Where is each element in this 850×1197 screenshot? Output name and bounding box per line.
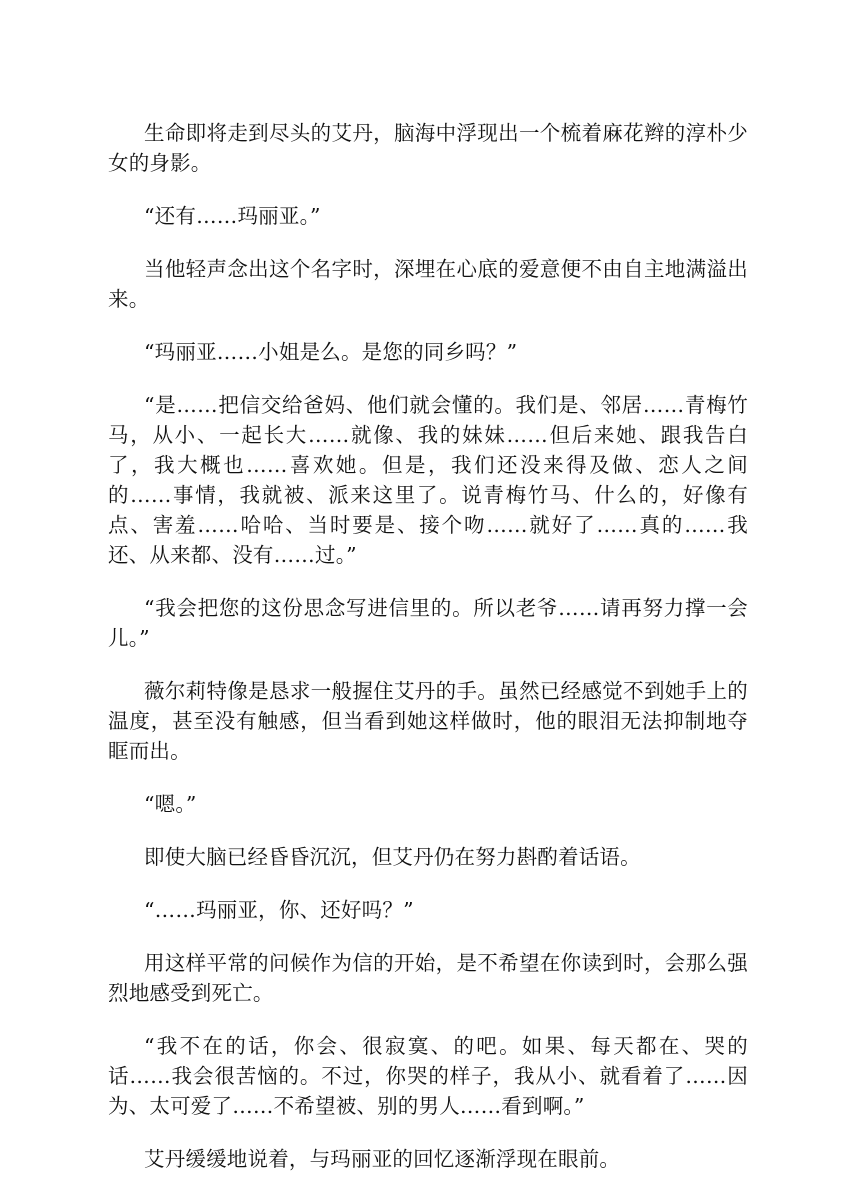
paragraph: 艾丹缓缓地说着，与玛丽亚的回忆逐渐浮现在眼前。 <box>144 1147 621 1171</box>
paragraph: 用这样平常的问候作为信的开始，是不希望在你读到时，会那么强烈地感受到死亡。 <box>108 951 748 1005</box>
paragraph: “还有……玛丽亚。” <box>144 204 321 228</box>
document-page <box>108 118 748 1197</box>
paragraph: “玛丽亚……小姐是么。是您的同乡吗？” <box>144 340 518 364</box>
paragraph: 生命即将走到尽头的艾丹，脑海中浮现出一个梳着麻花辫的淳朴少女的身影。 <box>108 121 748 175</box>
paragraph: “我会把您的这份思念写进信里的。所以老爷……请再努力撑一会儿。” <box>108 596 748 650</box>
paragraph: 即使大脑已经昏昏沉沉，但艾丹仍在努力斟酌着话语。 <box>144 845 641 869</box>
paragraph: 当他轻声念出这个名字时，深埋在心底的爱意便不由自主地满溢出来。 <box>108 257 748 311</box>
paragraph: “嗯。” <box>144 792 197 816</box>
paragraph: “是……把信交给爸妈、他们就会懂的。我们是、邻居……青梅竹马，从小、一起长大……就像、我的妹妹……但后来她、跟我告白了，我大概也……喜欢她。但是，我们还没来得及做、恋人之间的……事情，我就被、派来这里了。说青梅竹马、什么的，好像有点、害羞……哈哈、当时要是、接个吻……就好了……真的……我还、从来都、没有……过。” <box>108 393 748 567</box>
paragraph: “我不在的话，你会、很寂寞、的吧。如果、每天都在、哭的话……我会很苦恼的。不过，你哭的样子，我从小、就看着了……因为、太可爱了……不希望被、别的男人……看到啊。” <box>108 1034 748 1118</box>
paragraph: 薇尔莉特像是恳求一般握住艾丹的手。虽然已经感觉不到她手上的温度，甚至没有触感，但当看到她这样做时，他的眼泪无法抑制地夺眶而出。 <box>108 679 748 763</box>
paragraph: “……玛丽亚，你、还好吗？” <box>144 898 414 922</box>
